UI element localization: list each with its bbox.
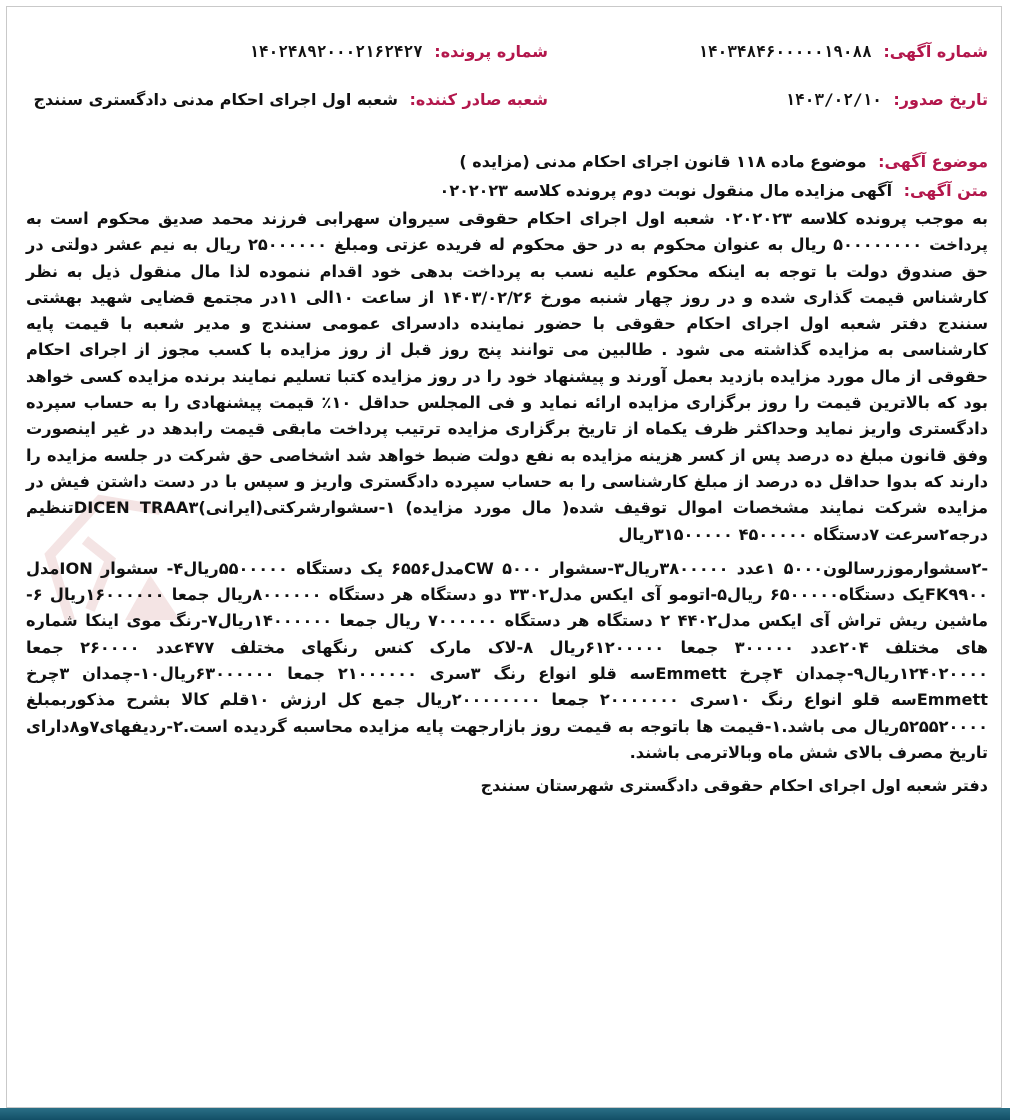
- meta-row-2: [26, 82, 988, 130]
- body-paragraph: به موجب پرونده کلاسه ۰۲۰۲۰۲۳ شعبه اول اجرای احکام حقوقی سیروان سهرابی فرزند محمد صدیق محکوم است به پرداخت ۵۰۰۰۰۰۰۰۰ ریال به عنوان محکوم به در حق محکوم له فریده عزتی ومبلغ ۲۵۰۰۰۰۰۰ ریال به نیم عشر دولتی در حق صندوق دولت با توجه به اینکه محکوم علیه نسب به پرداخت بدهی خود اقدام ننموده لذا مال منقول ذیل به نظر کارشناس قیمت گذاری شده و در روز چهار شنبه مورخ ۱۴۰۳/۰۲/۲۶ از ساعت ۱۰الی ۱۱در مجتمع قضایی شهید بهشتی سنندج دفتر شعبه اول اجرای احکام حقوقی با حضور نماینده دادسرای عمومی سنندج و مدیر شعبه با قیمت پایه کارشناسی به مزایده گذاشته می شود . طالبین می توانند پنج روز قبل از روز مزایده با کسب مجوز از اجرای احکام حقوقی از مال مورد مزایده بازدید بعمل آورند و پیشنهاد خود را در روز مزایده کتبا تسلیم نمایند برنده مزایده کسی خواهد بود که بالاترین قیمت را روز برگزاری مزایده ارائه نماید و فی المجلس حداقل ۱۰٪ قیمت پیشنهادی را به حساب سپرده دادگستری واریز نماید وحداکثر ظرف یکماه از تاریخ برگزاری مزایده ترتیب پرداخت مابقی قیمت رابدهد در غیر اینصورت وفق قانون مبلغ ده درصد پس از کسر هزینه مزایده به نفع دولت ضبط خواهد شد اشخاصی حق شرکت در جلسه مزایده را دارند که بدوا حداقل ده درصد از مبلغ کارشناسی را به حساب سپرده دادگستری واریز و سپس با در دست داشتن فیش در مزایده شرکت نمایند مشخصات اموال توقیف شده( مال مورد مزایده) ۱-سشوارشرکتی(ایرانی)DICEN TRAA۳تنظیم درجه۲سرعت ۷دستگاه ۴۵۰۰۰۰۰ ۳۱۵۰۰۰۰۰ریال: [26, 209, 989, 544]
- issuing-branch: شعبه صادر کننده: شعبه اول اجرای احکام مدنی دادگستری سنندج: [33, 90, 548, 109]
- notice-content: [26, 34, 988, 795]
- issue-date: تاریخ صدور: ۱۴۰۳/۰۲/۱۰: [785, 90, 988, 109]
- notice-subject: موضوع آگهی: موضوع ماده ۱۱۸ قانون اجرای احکام مدنی (مزایده ): [459, 152, 988, 171]
- notice-body: [26, 206, 988, 766]
- body-paragraph: -۲سشوارموزرسالون۵۰۰۰ ۱عدد ۳۸۰۰۰۰۰ریال۳-سشوار ۵۰۰۰ CWمدل۶۵۵۶ یک دستگاه ۵۵۰۰۰۰۰ریال۴- سشوار IONمدل FK۹۹۰۰یک دستگاه۶۵۰۰۰۰۰ ریال۵-اتومو آی ایکس مدل۳۳۰۲ دو دستگاه هر دستگاه ۸۰۰۰۰۰۰ریال جمعا ۱۶۰۰۰۰۰۰ریال ۶-ماشین ریش تراش آی ایکس مدل۴۴۰۲ ۲ دستگاه هر دستگاه ۷۰۰۰۰۰۰ ریال جمعا ۱۴۰۰۰۰۰۰ریال۷-رنگ موی اینکا شماره های مختلف ۲۰۴عدد ۳۰۰۰۰۰ جمعا ۶۱۲۰۰۰۰۰ریال ۸-لاک مارک کنس رنگهای مختلف ۴۷۷عدد ۲۶۰۰۰۰ جمعا ۱۲۴۰۲۰۰۰۰ریال۹-چمدان ۴چرخ Emmettسه قلو انواع رنگ ۳سری ۲۱۰۰۰۰۰۰ جمعا ۶۳۰۰۰۰۰۰ریال۱۰-چمدان ۳چرخ Emmettسه قلو انواع رنگ ۱۰سری ۲۰۰۰۰۰۰۰ جمعا ۲۰۰۰۰۰۰۰۰ریال جمع کل ارزش ۱۰قلم کالا بشرح مذکوربمبلغ ۵۲۵۵۲۰۰۰۰ریال می باشد.۱-قیمت ها باتوجه به قیمت روز بازارجهت پایه مزایده محاسبه گردیده است.۲-ردیفهای۷و۸دارای تاریخ مصرف بالای شش ماه وبالاترمی باشند.: [26, 558, 989, 762]
- meta-row-1: [26, 34, 988, 82]
- footer-signature: دفتر شعبه اول اجرای احکام حقوقی دادگستری شهرستان سنندج: [480, 776, 988, 796]
- bottom-bar: [0, 1108, 1010, 1120]
- notice-text-heading: متن آگهی: آگهی مزایده مال منقول نوبت دوم پرونده کلاسه ۰۲۰۲۰۲۳: [439, 181, 988, 200]
- case-number: شماره پرونده: ۱۴۰۲۴۸۹۲۰۰۰۲۱۶۲۴۲۷: [249, 42, 548, 61]
- notice-number: شماره آگهی: ۱۴۰۳۴۸۴۶۰۰۰۰۰۱۹۰۸۸: [698, 42, 988, 61]
